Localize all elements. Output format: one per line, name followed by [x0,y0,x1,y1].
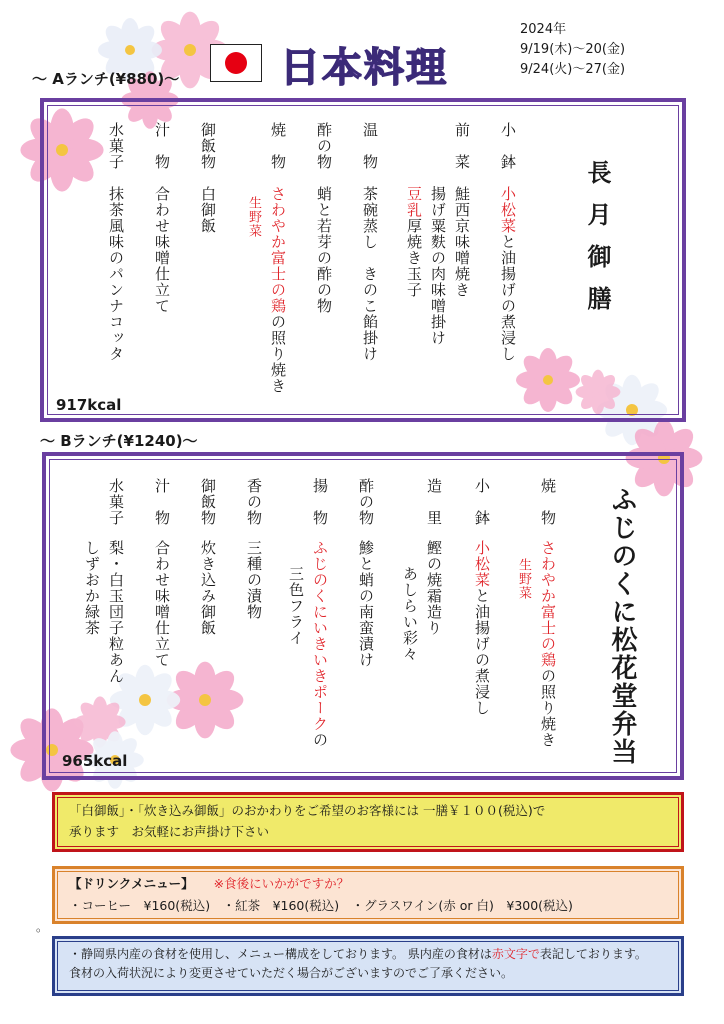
lunch-a-course: 焼 物 [269,122,287,170]
lunch-b-dish: 炊き込み御飯 [199,540,217,636]
lunch-a-name: 長月御膳 [583,160,611,328]
lunch-b-label: ～ Bランチ(¥1240)～ [40,432,198,450]
drink-menu-prompt: ※食後にいかがですか？ [213,876,350,891]
date-line-1: 9/19(木)～20(金) [520,42,626,57]
lunch-a-dish: 白御飯 [199,186,217,234]
lunch-a-dish: さわやか富士の鶏の照り焼き [269,186,287,394]
lunch-b-dish: 鯵と蛸の南蛮漬け [357,540,375,668]
rice-refill-line-1: 「白御飯」・「炊き込み御飯」のおかわりをご希望のお客様には 一膳￥１００(税込)で [69,803,546,818]
lunch-b-dish: 梨・白玉団子粒あん [107,540,125,684]
lunch-a-calories: 917kcal [56,396,122,414]
lunch-b-dish: 鰹の焼霜造り [425,540,443,636]
lunch-a-course: 温 物 [361,122,379,170]
lunch-b-course: 御飯物 [199,478,217,526]
lunch-b-dish: 合わせ味噌仕立て [153,540,171,668]
lunch-b-dish: 小松菜と油揚げの煮浸し [473,540,491,716]
lunch-b-course: 造 里 [425,478,443,526]
drink-menu-items: ・コーヒー ¥160(税込) ・紅茶 ¥160(税込) ・グラスワイン(赤 or 白) ¥300(税込) [69,898,573,913]
lunch-a-dish: 抹茶風味のパンナコッタ [107,186,125,362]
lunch-a-course: 小 鉢 [499,122,517,170]
lunch-a-course: 汁 物 [153,122,171,170]
lunch-a-side: 生野菜 [246,196,261,238]
lunch-a-course: 水菓子 [107,122,125,170]
stray-mark: 。 [36,920,49,934]
lunch-a-dish: 合わせ味噌仕立て [153,186,171,314]
lunch-a-dish: 蛸と若芽の酢の物 [315,186,333,314]
lunch-a-course: 御飯物 [199,122,217,170]
lunch-a-course: 前 菜 [453,122,471,170]
lunch-b-course: 水菓子 [107,478,125,526]
local-ingredients-note [52,936,684,996]
lunch-b-dish: さわやか富士の鶏の照り焼き [539,540,557,748]
lunch-a-dish: 豆乳厚焼き玉子 [405,186,423,298]
lunch-b-name: ふじのくに松花堂弁当 [607,486,637,766]
lunch-b-dish: 三種の漬物 [245,540,263,620]
date-range [520,20,625,80]
drink-menu-title: 【ドリンクメニュー】 [69,876,194,891]
lunch-b-calories: 965kcal [62,752,128,770]
lunch-b-course: 香の物 [245,478,263,526]
lunch-b-course: 酢の物 [357,478,375,526]
lunch-b-course: 焼 物 [539,478,557,526]
lunch-a-course: 酢の物 [315,122,333,170]
lunch-a-label: ～ Aランチ(¥880)～ [32,70,180,88]
drink-menu-heading [69,873,681,895]
japan-flag-icon [210,44,262,82]
lunch-b-course: 揚 物 [311,478,329,526]
lunch-a-dish: 茶碗蒸し きのこ餡掛け [361,186,379,362]
lunch-b-course: 小 鉢 [473,478,491,526]
date-line-2: 9/24(火)～27(金) [520,62,626,77]
rice-refill-notice [52,792,684,852]
drink-menu [52,866,684,924]
lunch-a-dish: 鮭西京味噌焼き [453,186,471,298]
page-title: 日本料理 [280,45,448,91]
lunch-a-dish: 小松菜と油揚げの煮浸し [499,186,517,362]
lunch-b-dish: あしらい彩々 [401,566,419,662]
lunch-b-dish: 三色フライ [287,566,305,646]
lunch-b-side: 生野菜 [516,558,531,600]
lunch-b-dish: しずおか緑茶 [83,540,101,636]
note-line-2: 食材の入荷状況により変更させていただく場合がございますのでご了承ください。 [69,966,514,980]
lunch-b-course: 汁 物 [153,478,171,526]
lunch-a-dish: 揚げ粟麩の肉味噌掛け [429,186,447,346]
rice-refill-line-2: 承ります お気軽にお声掛け下さい [69,824,270,839]
note-line-1: ・静岡県内産の食材を使用し、メニュー構成をしております。 県内産の食材は赤文字で表記しております。 [69,947,647,961]
lunch-b-dish: ふじのくにいきいきポークの [311,540,329,748]
year: 2024年 [520,22,567,37]
